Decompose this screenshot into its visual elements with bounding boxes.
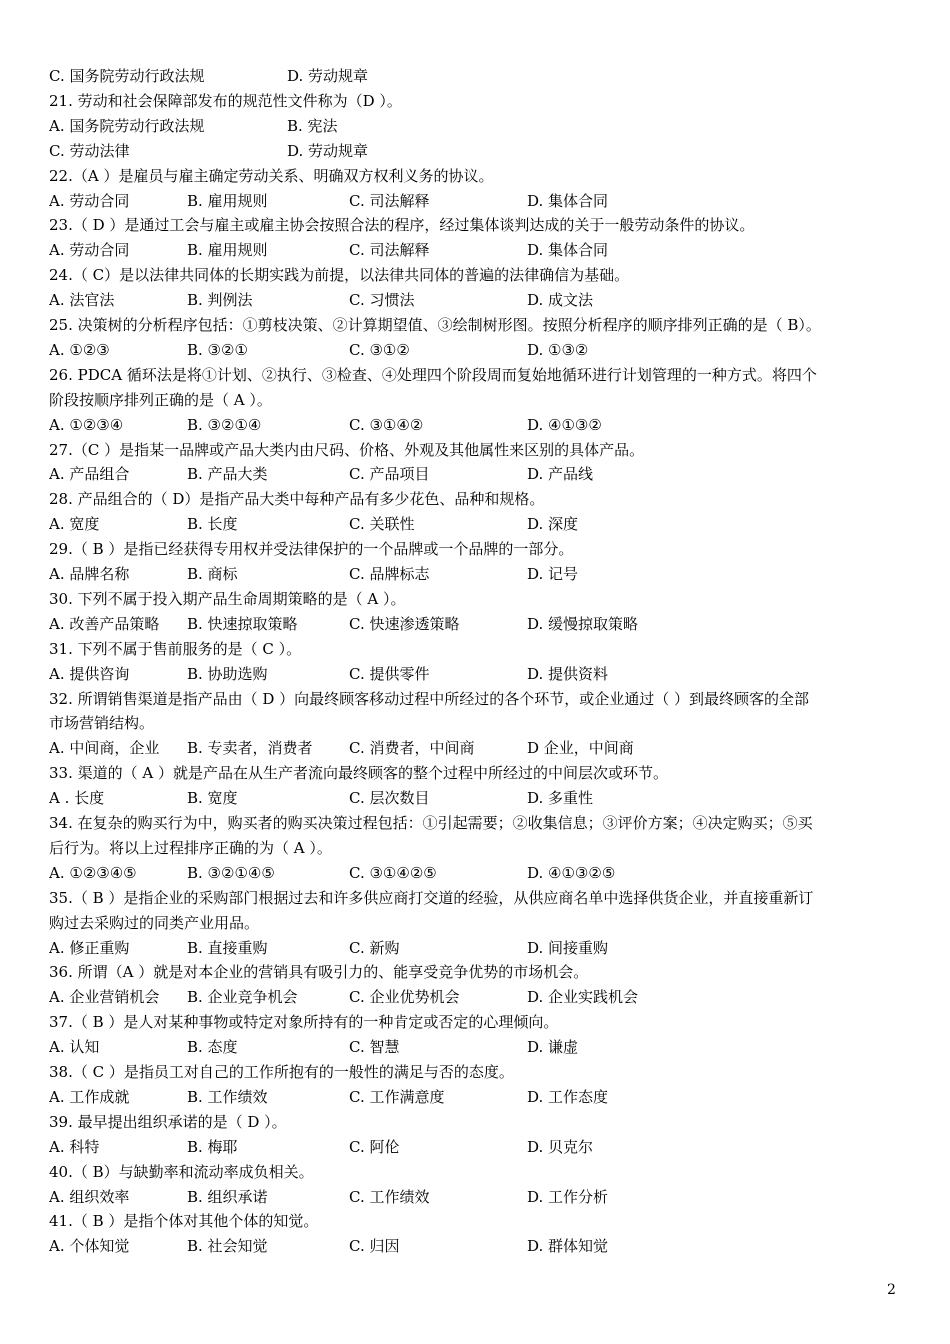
- option-choice: A. ①②③: [49, 340, 110, 359]
- question-text: 阶段按顺序排列正确的是（ A ）。: [49, 390, 272, 409]
- question-text: 购过去采购过的同类产业用品。: [49, 913, 260, 932]
- options-line: [49, 1185, 909, 1209]
- options-line: [49, 64, 909, 88]
- option-choice: A. ①②③④: [49, 415, 124, 434]
- question-text: 41.（ B ）是指个体对其他个体的知觉。: [49, 1212, 319, 1231]
- option-choice: A. 提供咨询: [49, 664, 130, 683]
- question-text: 25. 决策树的分析程序包括：①剪枝决策、②计算期望值、③绘制树形图。按照分析程序的顺序排列正确的是（ B）。: [49, 316, 821, 334]
- option-choice: C. 司法解释: [349, 241, 430, 260]
- option-choice: B. 快速掠取策略: [187, 614, 298, 633]
- question-line: [49, 363, 909, 387]
- question-line: [49, 687, 909, 711]
- option-choice: C. 关联性: [349, 515, 415, 534]
- page-number: 2: [887, 1282, 896, 1298]
- option-choice: B. 协助选购: [187, 664, 268, 683]
- option-choice: C. 企业优势机会: [349, 988, 460, 1007]
- options-line: [49, 189, 909, 213]
- option-choice: C. 消费者，中间商: [349, 739, 475, 758]
- question-line: [49, 886, 909, 910]
- options-line: [49, 512, 909, 536]
- option-choice: D. 工作态度: [527, 1087, 609, 1106]
- question-text: 40.（ B）与缺勤率和流动率成负相关。: [49, 1162, 314, 1181]
- option-choice: D. ④①③②: [527, 415, 602, 434]
- question-text: 市场营销结构。: [49, 714, 155, 733]
- option-choice: B. 商标: [187, 565, 238, 583]
- option-choice: D. 劳动规章: [287, 141, 369, 160]
- question-line: [49, 836, 909, 860]
- option-choice: C. 新购: [349, 938, 400, 957]
- question-line: [49, 960, 909, 984]
- question-text: 21. 劳动和社会保障部发布的规范性文件称为（D ）。: [49, 91, 402, 110]
- options-line: [49, 338, 909, 362]
- option-choice: C. 工作满意度: [349, 1087, 445, 1106]
- option-choice: D. 产品线: [527, 465, 594, 484]
- option-choice: B. 企业竞争机会: [187, 988, 298, 1007]
- options-line: [49, 1085, 909, 1109]
- option-choice: B. 态度: [187, 1038, 238, 1057]
- options-line: [49, 462, 909, 486]
- question-text: 后行为。将以上过程排序正确的为（ A ）。: [49, 838, 332, 857]
- option-choice: D. 谦虚: [527, 1038, 579, 1057]
- option-choice: C. 工作绩效: [349, 1187, 430, 1206]
- option-choice: A. 宽度: [49, 515, 100, 534]
- option-choice: A. 国务院劳动行政法规: [49, 116, 205, 135]
- option-choice: B. 宪法: [287, 116, 338, 135]
- question-text: 23.（ D ）是通过工会与雇主或雇主协会按照合法的程序，经过集体谈判达成的关于一般劳动条件的协议。: [49, 216, 755, 235]
- options-line: [49, 1234, 909, 1258]
- option-choice: D. 缓慢掠取策略: [527, 614, 639, 633]
- option-choice: C. 智慧: [349, 1038, 400, 1057]
- option-choice: A. 改善产品策略: [49, 614, 160, 633]
- question-line: [49, 89, 909, 113]
- question-line: [49, 811, 909, 835]
- option-choice: A. 组织效率: [49, 1187, 130, 1206]
- question-line: [49, 388, 909, 412]
- question-line: [49, 1110, 909, 1134]
- option-choice: B. ③②①④⑤: [187, 863, 275, 882]
- question-line: [49, 313, 909, 337]
- option-choice: A. 修正重购: [49, 938, 130, 957]
- question-line: [49, 438, 909, 462]
- option-choice: A . 长度: [49, 789, 105, 808]
- option-choice: D. ①③②: [527, 340, 589, 359]
- question-line: [49, 1209, 909, 1233]
- option-choice: A. 法官法: [49, 291, 115, 310]
- option-choice: A. ①②③④⑤: [49, 863, 137, 882]
- question-line: [49, 711, 909, 735]
- option-choice: B. 工作绩效: [187, 1087, 268, 1106]
- question-line: [49, 761, 909, 785]
- option-choice: C. ③①④②⑤: [349, 863, 437, 882]
- question-line: [49, 537, 909, 561]
- option-choice: D. 群体知觉: [527, 1237, 609, 1256]
- question-line: [49, 1160, 909, 1184]
- question-text: 33. 渠道的（ A ）就是产品在从生产者流向最终顾客的整个过程中所经过的中间层次或环节。: [49, 764, 668, 783]
- question-line: [49, 164, 909, 188]
- option-choice: C. 劳动法律: [49, 141, 130, 160]
- option-choice: B. 产品大类: [187, 465, 268, 484]
- question-line: [49, 1010, 909, 1034]
- option-choice: D. 工作分析: [527, 1187, 609, 1206]
- option-choice: B. ③②①④: [187, 415, 262, 434]
- question-line: [49, 637, 909, 661]
- option-choice: A. 劳动合同: [49, 241, 130, 260]
- option-choice: A. 认知: [49, 1038, 100, 1057]
- option-choice: C. 提供零件: [349, 664, 430, 683]
- option-choice: B. 雇用规则: [187, 241, 268, 260]
- question-text: 37.（ B ）是人对某种事物或特定对象所持有的一种肯定或否定的心理倾向。: [49, 1013, 559, 1032]
- option-choice: C. ③①②: [349, 340, 410, 359]
- question-text: 35.（ B ）是指企业的采购部门根据过去和许多供应商打交道的经验，从供应商名单中选择供货企业，并直接重新订: [49, 888, 814, 907]
- question-text: 31. 下列不属于售前服务的是（ C ）。: [49, 639, 302, 658]
- option-choice: A. 劳动合同: [49, 191, 130, 210]
- option-choice: D. 深度: [527, 515, 579, 534]
- option-choice: C. ③①④②: [349, 415, 424, 434]
- option-choice: A. 科特: [49, 1137, 100, 1156]
- question-text: 24.（ C）是以法律共同体的长期实践为前提，以法律共同体的普遍的法律确信为基础。: [49, 266, 630, 285]
- question-line: [49, 487, 909, 511]
- question-text: 34. 在复杂的购买行为中，购买者的购买决策过程包括：①引起需要；②收集信息；③评价方案；④决定购买；⑤买: [49, 814, 813, 832]
- question-text: 26. PDCA 循环法是将①计划、②执行、③检查、④处理四个阶段周而复始地循环进行计划管理的一种方式。将四个: [49, 365, 817, 384]
- question-text: 28. 产品组合的（ D）是指产品大类中每种产品有多少花色、品种和规格。: [49, 490, 545, 509]
- options-line: [49, 562, 909, 586]
- question-line: [49, 213, 909, 237]
- question-line: [49, 263, 909, 287]
- option-choice: B. 梅耶: [187, 1137, 238, 1156]
- option-choice: B. 组织承诺: [187, 1187, 268, 1206]
- option-choice: D. 集体合同: [527, 191, 609, 210]
- options-line: [49, 861, 909, 885]
- option-choice: A. 个体知觉: [49, 1237, 130, 1256]
- option-choice: C. 层次数目: [349, 789, 430, 808]
- question-text: 27.（C ）是指某一品牌或产品大类内由尺码、价格、外观及其他属性来区别的具体产品。: [49, 440, 645, 459]
- option-choice: B. 宽度: [187, 789, 238, 808]
- option-choice: A. 中间商，企业: [49, 739, 160, 758]
- option-choice: B. 直接重购: [187, 938, 268, 957]
- option-choice: B. 专卖者，消费者: [187, 739, 313, 758]
- options-line: [49, 936, 909, 960]
- question-text: 39. 最早提出组织承诺的是（ D ）。: [49, 1112, 287, 1131]
- option-choice: D. 贝克尔: [527, 1137, 594, 1156]
- option-choice: B. ③②①: [187, 340, 248, 359]
- option-choice: C. 阿伦: [349, 1137, 400, 1156]
- options-line: [49, 139, 909, 163]
- question-text: 30. 下列不属于投入期产品生命周期策略的是（ A ）。: [49, 589, 406, 608]
- option-choice: C. 产品项目: [349, 465, 430, 484]
- option-choice: B. 长度: [187, 515, 238, 534]
- option-choice: D. 劳动规章: [287, 67, 369, 85]
- option-choice: B. 社会知觉: [187, 1237, 268, 1256]
- options-line: [49, 736, 909, 760]
- option-choice: D. ④①③②⑤: [527, 863, 616, 882]
- option-choice: D. 集体合同: [527, 241, 609, 260]
- options-line: [49, 288, 909, 312]
- option-choice: A. 企业营销机会: [49, 988, 160, 1007]
- option-choice: D. 企业实践机会: [527, 988, 639, 1007]
- option-choice: D. 提供资料: [527, 664, 609, 683]
- option-choice: C. 司法解释: [349, 191, 430, 210]
- option-choice: B. 雇用规则: [187, 191, 268, 210]
- option-choice: B. 判例法: [187, 291, 253, 310]
- option-choice: C. 国务院劳动行政法规: [49, 67, 205, 85]
- options-line: [49, 114, 909, 138]
- option-choice: C. 习惯法: [349, 291, 415, 310]
- option-choice: A. 工作成就: [49, 1087, 130, 1106]
- question-line: [49, 587, 909, 611]
- options-line: [49, 662, 909, 686]
- question-text: 36. 所谓（A ）就是对本企业的营销具有吸引力的、能享受竞争优势的市场机会。: [49, 963, 589, 982]
- option-choice: C. 归因: [349, 1237, 400, 1256]
- question-text: 29.（ B ）是指已经获得专用权并受法律保护的一个品牌或一个品牌的一部分。: [49, 540, 574, 559]
- option-choice: D. 间接重购: [527, 938, 609, 957]
- option-choice: A. 品牌名称: [49, 565, 130, 583]
- options-line: [49, 786, 909, 810]
- option-choice: A. 产品组合: [49, 465, 130, 484]
- question-text: 22.（A ）是雇员与雇主确定劳动关系、明确双方权利义务的协议。: [49, 166, 494, 185]
- question-text: 32. 所谓销售渠道是指产品由（ D ）向最终顾客移动过程中所经过的各个环节，或企业通过（ ）到最终顾客的全部: [49, 689, 809, 708]
- option-choice: D. 记号: [527, 565, 579, 583]
- options-line: [49, 1135, 909, 1159]
- options-line: [49, 238, 909, 262]
- question-line: [49, 1060, 909, 1084]
- options-line: [49, 612, 909, 636]
- option-choice: D. 多重性: [527, 789, 594, 808]
- option-choice: C. 快速渗透策略: [349, 614, 460, 633]
- option-choice: D. 成文法: [527, 291, 594, 310]
- question-text: 38.（ C ）是指员工对自己的工作所抱有的一般性的满足与否的态度。: [49, 1063, 514, 1081]
- question-line: [49, 911, 909, 935]
- options-line: [49, 985, 909, 1009]
- options-line: [49, 1035, 909, 1059]
- options-line: [49, 413, 909, 437]
- option-choice: D 企业，中间商: [527, 739, 634, 758]
- option-choice: C. 品牌标志: [349, 565, 430, 583]
